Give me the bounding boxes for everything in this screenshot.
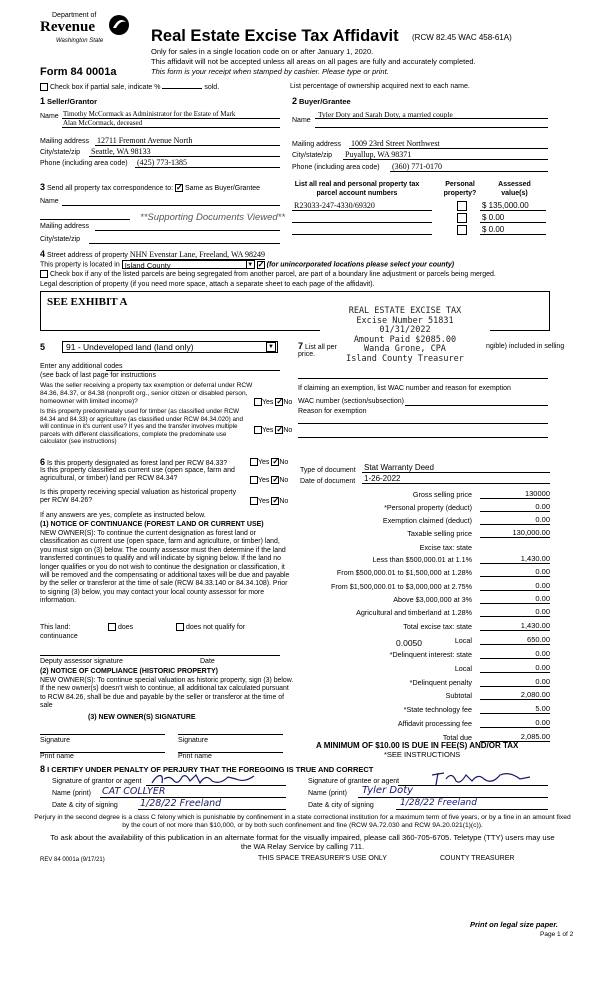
perjury-note: Perjury in the second degree is a class C felony which is punishable by confinement in a state correctional institution for a maximum term of five years, or by a fine in an amount fixed by the court of not more than $10,000, or by both such confinement and fine (RCW 9A.72.030 and RCW 9A.20.021(1)(c)). — [34, 814, 571, 829]
calc-row-label: Less than $500,000.01 at 1.1% — [372, 555, 472, 564]
calc-row-label: Exemption claimed (deduct) — [382, 516, 472, 525]
personal-property-checkbox-3[interactable] — [457, 225, 467, 235]
seller-phone[interactable]: (425) 773-1385 — [137, 158, 187, 167]
notice1-body: NEW OWNER(S): To continue the current designation as forest land or classification as current use (open space, farm and agriculture, or timber) land, you must sign on (3) below. The county assessor must then determine if the land transferred continues to qualify and will indicate by signing below. If the land no longer qualifies or you do not wish to continue the designation or classification, it will be removed and the compensating or additional taxes will be due and payable by the seller or transferor at the time of sale (RCW 84.33.140 or 84.34.108). Prior to signing (3) below, you may contact your local county assessor for more information. — [40, 530, 290, 605]
grantor-date-value[interactable]: 1/28/22 Freeland — [140, 798, 222, 809]
current-use-yes-checkbox[interactable] — [250, 476, 258, 484]
forest-yes-no: Yes ✓No — [250, 458, 288, 466]
grantee-signature-icon — [430, 769, 540, 787]
personal-property-checkbox-1[interactable] — [457, 201, 467, 211]
calc-row-value[interactable]: 1,430.00 — [480, 554, 550, 564]
seller-name-1[interactable]: Timothy McCormack as Administrator for the Estate of Mark — [63, 110, 236, 118]
grantor-print-label: Name (print) — [52, 790, 91, 797]
calc-row-value[interactable]: 0.00 — [480, 677, 550, 687]
calc-row-value[interactable]: 0.00 — [480, 567, 550, 577]
street-address-value[interactable]: NHN Evenstar Lane, Freeland, WA 98249 — [129, 250, 266, 259]
section5-number: 5 — [40, 342, 46, 352]
calc-row — [300, 719, 550, 731]
form-rcw: (RCW 82.45 WAC 458-61A) — [412, 33, 512, 42]
grantor-date-label: Date & city of signing — [52, 802, 118, 809]
seller-city-label: City/state/zip — [40, 149, 81, 156]
parcel-col-header: List all real and personal property tax parcel account numbers — [294, 181, 420, 197]
reason-label: Reason for exemption — [298, 408, 367, 415]
buyer-mail-label: Mailing address — [292, 141, 342, 148]
calc-row-label: From $500,000.01 to $1,500,000 at 1.28% — [336, 568, 472, 577]
calc-row — [300, 678, 550, 690]
assessed-value-3[interactable]: $ 0.00 — [482, 225, 505, 234]
treasurer-only-label: THIS SPACE TREASURER'S USE ONLY — [258, 855, 387, 862]
treasurer-stamp: REAL ESTATE EXCISE TAX Excise Number 51831 01/31/2022 Amount Paid $2085.00 Wanda Grone, CPA Island County Treasurer — [320, 307, 490, 364]
personal-property-col-header: Personal property? — [443, 181, 477, 197]
calc-row-value[interactable]: 0.00 — [480, 502, 550, 512]
grantor-signature-icon — [150, 771, 270, 787]
notice2-title: (2) NOTICE OF COMPLIANCE (HISTORIC PROPERTY) — [40, 668, 218, 675]
county-checkbox[interactable]: ✓ — [257, 259, 265, 269]
exemption-wac-note: If claiming an exemption, list WAC number and reason for exemption — [298, 385, 511, 392]
calc-row-value[interactable]: 130,000.00 — [480, 528, 550, 538]
calc-row — [300, 568, 550, 580]
calc-row-value[interactable]: 0.00 — [480, 515, 550, 525]
calc-row-label: Above $3,000,000 at 3% — [393, 595, 472, 604]
section3-mail-label: Mailing address — [40, 223, 90, 230]
additional-codes-label: Enter any additional codes — [40, 363, 123, 370]
historic-no-checkbox[interactable]: ✓ — [272, 496, 280, 505]
owner-sig-label-1: Signature — [40, 737, 70, 744]
page-number: Page 1 of 2 — [540, 931, 574, 938]
calc-row-label: Total due — [442, 733, 472, 742]
chevron-down-icon: ▼ — [247, 262, 254, 268]
owner-print-label-1: Print name — [40, 753, 74, 760]
document-date-label: Date of document — [300, 478, 356, 485]
calc-row-label: From $1,500,000.01 to $3,000,000 at 2.75% — [330, 582, 472, 591]
calc-row — [300, 555, 550, 567]
street-address-row: 4 Street address of property NHN Evenstar Lane, Freeland, WA 98249 — [40, 249, 266, 259]
does-not-checkbox[interactable] — [176, 623, 184, 631]
historic-yes-no: Yes ✓No — [250, 497, 288, 505]
calc-row-label: Agricultural and timberland at 1.28% — [356, 608, 472, 617]
this-land-label: This land: — [40, 624, 71, 631]
calc-row-label: Taxable selling price — [407, 529, 472, 538]
calc-row — [300, 608, 550, 620]
buyer-name[interactable]: Tyler Doty and Sarah Doty, a married couple — [318, 110, 453, 119]
personal-property-checkbox-2[interactable] — [457, 213, 467, 223]
supporting-docs-note: **Supporting Documents Viewed** — [140, 212, 286, 223]
section3-city-label: City/state/zip — [40, 236, 81, 243]
accessibility-note: To ask about the availability of this publication in an alternate format for the visually impaired, please call 360-705-6705. Teletype (TTY) users may use the WA Relay Service by calling 711. — [50, 833, 555, 851]
calc-row-label: Local — [454, 636, 472, 645]
wac-number-label: WAC number (section/subsection) — [298, 398, 404, 405]
calc-row-label: *State technology fee — [403, 705, 472, 714]
certify-line: 8 I CERTIFY UNDER PENALTY OF PERJURY THAT THE FOREGOING IS TRUE AND CORRECT — [40, 764, 374, 774]
parcel-number-1[interactable]: R23033-247-4330/69320 — [294, 201, 375, 210]
buyer-phone-label: Phone (including area code) — [292, 164, 380, 171]
seller-name-label: Name — [40, 113, 59, 120]
calc-row-label: Total excise tax: state — [403, 622, 472, 631]
revision-label: REV 84 0001a (9/17/21) — [40, 857, 105, 863]
seller-name-2[interactable]: Alan McCormack, deceased — [63, 119, 143, 127]
calc-row-label: *Delinquent penalty — [409, 678, 472, 687]
notice1-title: (1) NOTICE OF CONTINUANCE (FOREST LAND OR CURRENT USE) — [40, 521, 264, 528]
dept-label: Department of — [52, 12, 97, 19]
partial-sale-row — [40, 83, 219, 91]
county-select[interactable]: Island County ▼ — [122, 260, 255, 269]
calc-row-label: Gross selling price — [412, 490, 472, 499]
exemption-no-checkbox[interactable]: ✓ — [276, 397, 284, 406]
grantee-print-value[interactable]: Tyler Doty — [362, 785, 414, 796]
section7-text-b: ngible) included in selling — [486, 343, 565, 350]
calc-row-value[interactable]: 0.00 — [480, 581, 550, 591]
calc-row — [300, 529, 550, 541]
same-as-buyer-checkbox[interactable]: ✓ — [176, 183, 183, 193]
use-code-select[interactable]: 91 - Undeveloped land (land only) ▼ — [62, 341, 278, 353]
timber-no-checkbox[interactable]: ✓ — [276, 425, 284, 434]
forest-no-checkbox[interactable]: ✓ — [272, 457, 280, 466]
exemption-question: Was the seller receiving a property tax exemption or deferral under RCW 84.36, 84.37, or 84.38 (nonprofit org., senior citizen or disabled person, homeowner with limited income)? — [40, 382, 253, 405]
calc-row-label: Subtotal — [445, 691, 472, 700]
county-treasurer-label: COUNTY TREASURER — [440, 855, 515, 862]
historic-question: Is this property receiving special valuation as historical property per RCW 84.26? — [40, 489, 237, 504]
new-owner-sig-title: (3) NEW OWNER(S) SIGNATURE — [88, 714, 196, 721]
does-checkbox[interactable] — [108, 623, 116, 631]
seller-heading: 1 Seller/Grantor — [40, 96, 97, 106]
buyer-city[interactable]: Puyallup, WA 98371 — [345, 150, 412, 159]
calc-row — [300, 691, 550, 703]
calc-row-value[interactable]: 130000 — [480, 489, 550, 499]
grantee-date-value[interactable]: 1/28/22 Freeland — [400, 798, 477, 808]
state-label: Washington State — [56, 38, 104, 44]
header-note-2: This affidavit will not be accepted unless all areas on all pages are fully and accurately completed. — [151, 57, 476, 66]
agency-label: Revenue — [40, 19, 95, 35]
does-option: does — [108, 623, 133, 631]
grantor-print-value[interactable]: CAT COLLYER — [102, 786, 166, 797]
calc-row-label: *Delinquent interest: state — [389, 650, 472, 659]
timber-yes-checkbox[interactable] — [254, 426, 262, 434]
document-type-label: Type of document — [300, 467, 356, 474]
assessed-value-1[interactable]: $ 135,000.00 — [482, 201, 529, 210]
historic-yes-checkbox[interactable] — [250, 497, 258, 505]
owner-sig-label-2: Signature — [178, 737, 208, 744]
form-title: Real Estate Excise Tax Affidavit — [151, 27, 399, 45]
calc-row-value[interactable]: 5.00 — [480, 704, 550, 714]
forest-question: 6 Is this property designated as forest land per RCW 84.33? — [40, 457, 228, 467]
buyer-phone[interactable]: (360) 771-0170 — [392, 162, 442, 171]
calc-row — [300, 664, 550, 676]
grantee-date-label: Date & city of signing — [308, 802, 374, 809]
minimum-due-note: A MINIMUM OF $10.00 IS DUE IN FEE(S) AND/OR TAX — [316, 741, 519, 750]
assessed-value-2[interactable]: $ 0.00 — [482, 213, 505, 222]
calc-row — [300, 490, 550, 502]
buyer-city-label: City/state/zip — [292, 152, 333, 159]
calc-row — [300, 503, 550, 515]
timber-question: Is this property predominately used for timber (as classified under RCW 84.34 and 84.33) or agriculture (as classified under RCW 84.34.020) and will continue in it's current use? If yes and the transfer involves multiple parcels with different classifications, complete the predominate use calculator (see instructions) — [40, 408, 244, 446]
current-use-question: Is this property classified as current use (open space, farm and agricultural, or timber) land per RCW 84.34? — [40, 467, 235, 482]
section3-name-label: Name — [40, 198, 59, 205]
assessed-col-header: Assessed value(s) — [498, 181, 531, 197]
calc-row — [300, 595, 550, 607]
calc-row-value[interactable]: 2,080.00 — [480, 690, 550, 700]
calc-row — [300, 622, 550, 634]
section3-heading: 3 Send all property tax correspondence to: ✓ Same as Buyer/Grantee — [40, 182, 261, 193]
see-instructions-note: *SEE INSTRUCTIONS — [384, 750, 461, 759]
legal-desc-value: SEE EXHIBIT A — [47, 296, 128, 308]
seller-mail-label: Mailing address — [40, 138, 90, 145]
local-rate: 0.0050 — [396, 638, 422, 648]
seller-mail[interactable]: 12711 Fremont Avenue North — [97, 136, 193, 145]
header-note-1: Only for sales in a single location code on or after January 1, 2020. — [151, 47, 374, 56]
grantee-sig-label: Signature of grantee or agent — [308, 778, 400, 785]
ownership-note: List percentage of ownership acquired next to each name. — [290, 83, 470, 90]
exemption-yes-no: Yes ✓No — [254, 398, 292, 406]
seller-city[interactable]: Seattle, WA 98133 — [91, 147, 151, 156]
revenue-swoosh-icon — [108, 14, 130, 36]
calc-row-value[interactable]: 0.00 — [480, 663, 550, 673]
deputy-date-label: Date — [200, 658, 215, 665]
deputy-sig-label: Deputy assessor signature — [40, 658, 123, 665]
header-note-3: This form is your receipt when stamped by cashier. Please type or print. — [151, 67, 389, 76]
calc-row-value[interactable]: 0.00 — [480, 649, 550, 659]
buyer-mail[interactable]: 1009 23rd Street Northwest — [351, 139, 440, 148]
calc-row — [300, 582, 550, 594]
calc-row — [300, 650, 550, 662]
seller-phone-label: Phone (including area code) — [40, 160, 128, 167]
if-yes-note: If any answers are yes, complete as instructed below. — [40, 512, 206, 519]
located-in-row: This property is located in Island County ▼ ✓ (for unincorporated locations please select your county) — [40, 259, 455, 270]
calc-row-value[interactable]: 0.00 — [480, 718, 550, 728]
legal-desc-label: Legal description of property (if you need more space, attach a separate sheet to each page of the affidavit). — [40, 281, 375, 288]
calc-row-value[interactable]: 1,430.00 — [480, 621, 550, 631]
forest-yes-checkbox[interactable] — [250, 458, 258, 466]
current-use-no-checkbox[interactable]: ✓ — [272, 475, 280, 484]
legal-paper-note: Print on legal size paper. — [470, 920, 558, 929]
buyer-heading: 2 Buyer/Grantee — [292, 96, 351, 106]
section7-text-c: price. — [298, 351, 316, 358]
grantee-print-label: Name (print) — [308, 790, 347, 797]
chevron-down-icon: ▼ — [266, 342, 276, 352]
calc-row-label: Excise tax: state — [419, 543, 472, 552]
calc-row-label: Affidavit processing fee — [397, 719, 472, 728]
document-type-value[interactable]: Stat Warranty Deed — [364, 463, 434, 472]
calc-row — [300, 636, 550, 648]
calc-row — [300, 705, 550, 717]
form-number: Form 84 0001a — [40, 66, 117, 78]
calc-row-value[interactable]: 650.00 — [480, 635, 550, 645]
owner-print-label-2: Print name — [178, 753, 212, 760]
segregate-row: Check box if any of the listed parcels are being segregated from another parcel, are part of a boundary line adjustment or parcels being merged. — [40, 270, 496, 278]
section7-heading: 7 List all per — [298, 341, 337, 351]
calc-row-value[interactable]: 0.00 — [480, 594, 550, 604]
exemption-yes-checkbox[interactable] — [254, 398, 262, 406]
calc-row-label: *Personal property (deduct) — [384, 503, 472, 512]
partial-sale-checkbox[interactable] — [40, 83, 48, 91]
current-use-yes-no: Yes ✓No — [250, 476, 288, 484]
segregate-checkbox[interactable] — [40, 270, 48, 278]
continuance-label: continuance — [40, 633, 78, 640]
calc-row — [300, 516, 550, 528]
notice2-body: NEW OWNER(S): To continue special valuation as historic property, sign (3) below. If the new owner(s) doesn't wish to continue, all additional tax calculated pursuant to RCW 84.26, shall be due and payable by the seller or transferor at the time of sale — [40, 677, 294, 710]
codes-note: (see back of last page for instructions — [40, 372, 156, 379]
timber-yes-no: Yes ✓No — [254, 426, 292, 434]
calc-row-value[interactable]: 0.00 — [480, 607, 550, 617]
calc-row-label: Local — [454, 664, 472, 673]
document-date-value[interactable]: 1-26-2022 — [364, 474, 401, 483]
calc-row-value[interactable]: 2,085.00 — [480, 732, 550, 742]
buyer-name-label: Name — [292, 117, 311, 124]
does-not-option: does not qualify for — [176, 623, 245, 631]
partial-sold-label: sold. — [204, 83, 220, 91]
revenue-logo — [40, 12, 140, 52]
grantor-sig-label: Signature of grantor or agent — [52, 778, 142, 785]
partial-sale-label: Check box if partial sale, indicate % — [49, 83, 161, 91]
